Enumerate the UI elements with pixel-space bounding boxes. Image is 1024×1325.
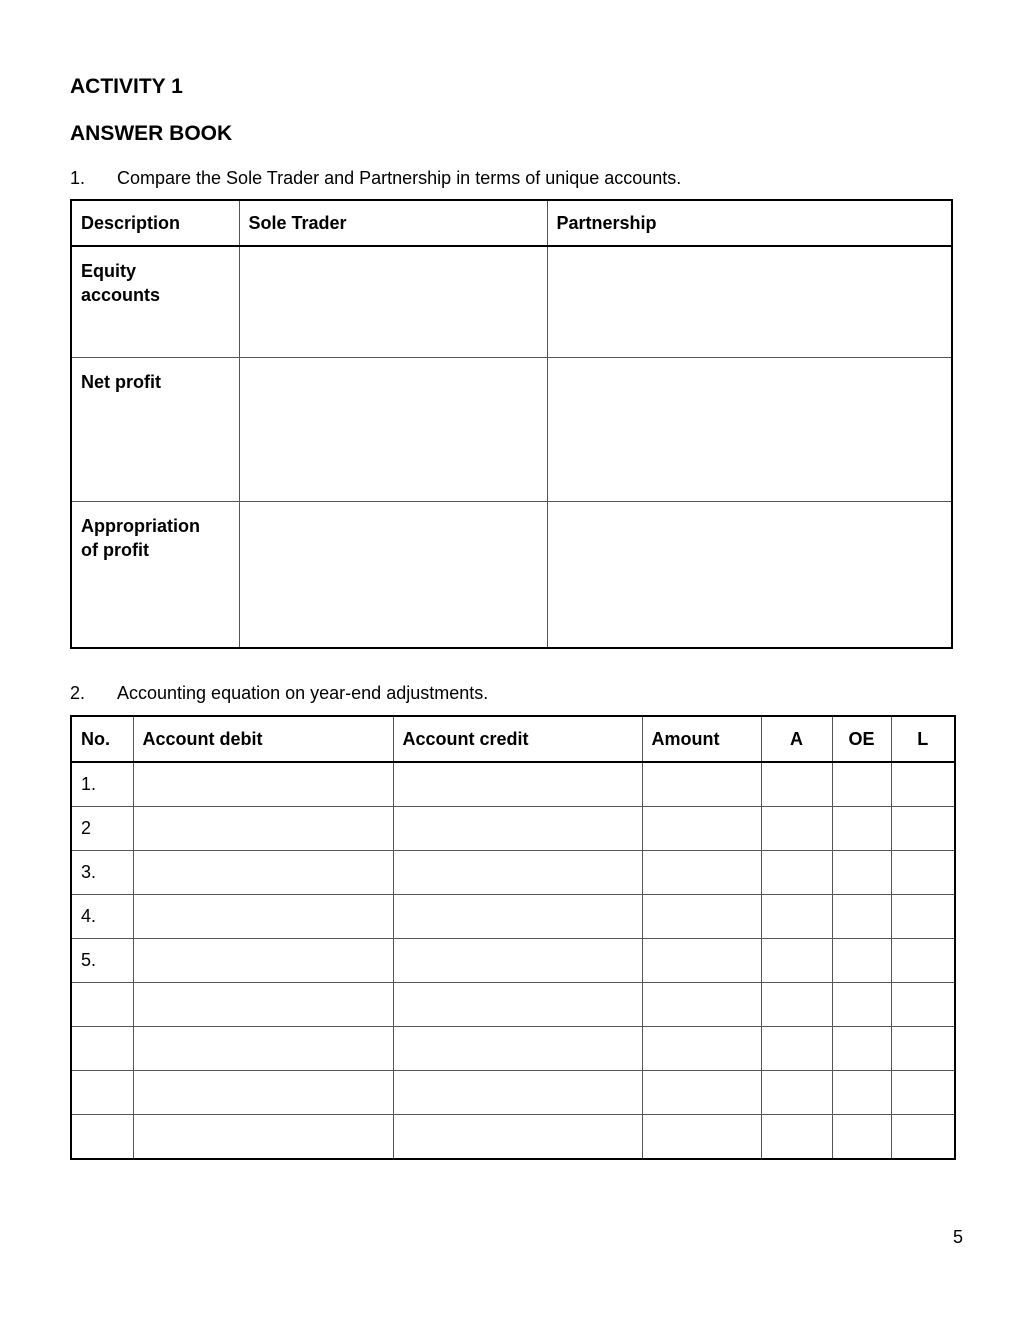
amount-cell[interactable] <box>642 983 761 1027</box>
question-2-number: 2. <box>70 683 86 703</box>
owners-equity-cell[interactable] <box>832 895 891 939</box>
row-label-line: Equity <box>81 261 137 281</box>
assets-cell[interactable] <box>761 851 832 895</box>
liabilities-cell[interactable] <box>891 1027 955 1071</box>
header-account-credit: Account credit <box>393 716 642 762</box>
table-row <box>71 762 955 807</box>
amount-cell[interactable] <box>642 1115 761 1160</box>
account-credit-cell[interactable] <box>393 1027 642 1071</box>
table-row <box>71 502 952 649</box>
liabilities-cell[interactable] <box>891 762 955 807</box>
comparison-table <box>70 199 953 649</box>
liabilities-cell[interactable] <box>891 851 955 895</box>
amount-cell[interactable] <box>642 807 761 851</box>
account-debit-cell[interactable] <box>133 895 393 939</box>
owners-equity-cell[interactable] <box>832 851 891 895</box>
row-label-line: Appropriation <box>81 516 200 536</box>
account-credit-cell[interactable] <box>393 895 642 939</box>
row-number-cell <box>71 1115 133 1160</box>
table-row <box>71 851 955 895</box>
page-number: 5 <box>953 1227 964 1247</box>
question-1-number: 1. <box>70 168 86 188</box>
answer-cell-sole-trader[interactable] <box>239 502 547 649</box>
header-description: Description <box>71 200 239 246</box>
accounting-table-header-row <box>71 716 955 762</box>
amount-cell[interactable] <box>642 1027 761 1071</box>
row-label-equity-accounts <box>71 246 239 358</box>
answer-cell-partnership[interactable] <box>547 246 952 358</box>
answer-cell-sole-trader[interactable] <box>239 358 547 502</box>
answer-cell-sole-trader[interactable] <box>239 246 547 358</box>
account-debit-cell[interactable] <box>133 762 393 807</box>
question-2-text: Accounting equation on year-end adjustments. <box>117 683 489 703</box>
amount-cell[interactable] <box>642 939 761 983</box>
row-number-cell <box>71 1071 133 1115</box>
owners-equity-cell[interactable] <box>832 762 891 807</box>
header-sole-trader: Sole Trader <box>239 200 547 246</box>
account-credit-cell[interactable] <box>393 939 642 983</box>
account-debit-cell[interactable] <box>133 983 393 1027</box>
amount-cell[interactable] <box>642 895 761 939</box>
account-debit-cell[interactable] <box>133 1027 393 1071</box>
row-number-cell: 1. <box>71 762 133 807</box>
liabilities-cell[interactable] <box>891 939 955 983</box>
answer-cell-partnership[interactable] <box>547 502 952 649</box>
assets-cell[interactable] <box>761 762 832 807</box>
table-row <box>71 358 952 502</box>
question-1 <box>70 169 681 187</box>
comparison-table-header-row <box>71 200 952 246</box>
amount-cell[interactable] <box>642 851 761 895</box>
header-owners-equity: OE <box>832 716 891 762</box>
assets-cell[interactable] <box>761 1071 832 1115</box>
row-number-cell <box>71 1027 133 1071</box>
owners-equity-cell[interactable] <box>832 1115 891 1160</box>
owners-equity-cell[interactable] <box>832 1071 891 1115</box>
row-label-net-profit <box>71 358 239 502</box>
account-credit-cell[interactable] <box>393 762 642 807</box>
answer-cell-partnership[interactable] <box>547 358 952 502</box>
table-row <box>71 1115 955 1160</box>
account-debit-cell[interactable] <box>133 1115 393 1160</box>
row-label-line: of profit <box>81 540 149 560</box>
table-row <box>71 983 955 1027</box>
row-number-cell <box>71 983 133 1027</box>
account-credit-cell[interactable] <box>393 807 642 851</box>
account-credit-cell[interactable] <box>393 851 642 895</box>
header-liabilities: L <box>891 716 955 762</box>
owners-equity-cell[interactable] <box>832 939 891 983</box>
account-debit-cell[interactable] <box>133 939 393 983</box>
assets-cell[interactable] <box>761 807 832 851</box>
table-row <box>71 1071 955 1115</box>
table-row <box>71 246 952 358</box>
header-no: No. <box>71 716 133 762</box>
header-amount: Amount <box>642 716 761 762</box>
liabilities-cell[interactable] <box>891 1071 955 1115</box>
liabilities-cell[interactable] <box>891 895 955 939</box>
liabilities-cell[interactable] <box>891 983 955 1027</box>
account-credit-cell[interactable] <box>393 1071 642 1115</box>
account-debit-cell[interactable] <box>133 807 393 851</box>
activity-heading: ACTIVITY 1 <box>70 75 183 98</box>
row-label-appropriation-of-profit <box>71 502 239 649</box>
account-debit-cell[interactable] <box>133 851 393 895</box>
row-label-line: accounts <box>81 285 161 305</box>
liabilities-cell[interactable] <box>891 807 955 851</box>
assets-cell[interactable] <box>761 1027 832 1071</box>
header-assets: A <box>761 716 832 762</box>
account-debit-cell[interactable] <box>133 1071 393 1115</box>
header-account-debit: Account debit <box>133 716 393 762</box>
amount-cell[interactable] <box>642 762 761 807</box>
amount-cell[interactable] <box>642 1071 761 1115</box>
owners-equity-cell[interactable] <box>832 807 891 851</box>
owners-equity-cell[interactable] <box>832 1027 891 1071</box>
row-number-cell: 3. <box>71 851 133 895</box>
header-partnership: Partnership <box>547 200 952 246</box>
account-credit-cell[interactable] <box>393 983 642 1027</box>
table-row <box>71 807 955 851</box>
liabilities-cell[interactable] <box>891 1115 955 1160</box>
assets-cell[interactable] <box>761 895 832 939</box>
question-1-text: Compare the Sole Trader and Partnership in terms of unique accounts. <box>117 168 682 188</box>
account-credit-cell[interactable] <box>393 1115 642 1160</box>
table-row <box>71 895 955 939</box>
assets-cell[interactable] <box>761 983 832 1027</box>
row-label-line: Net profit <box>81 372 161 392</box>
table-row <box>71 939 955 983</box>
answer-book-heading: ANSWER BOOK <box>70 122 233 145</box>
assets-cell[interactable] <box>761 939 832 983</box>
owners-equity-cell[interactable] <box>832 983 891 1027</box>
row-number-cell: 5. <box>71 939 133 983</box>
table-row <box>71 1027 955 1071</box>
accounting-equation-table <box>70 715 956 1160</box>
row-number-cell: 4. <box>71 895 133 939</box>
question-2 <box>70 684 488 702</box>
row-number-cell: 2 <box>71 807 133 851</box>
assets-cell[interactable] <box>761 1115 832 1160</box>
